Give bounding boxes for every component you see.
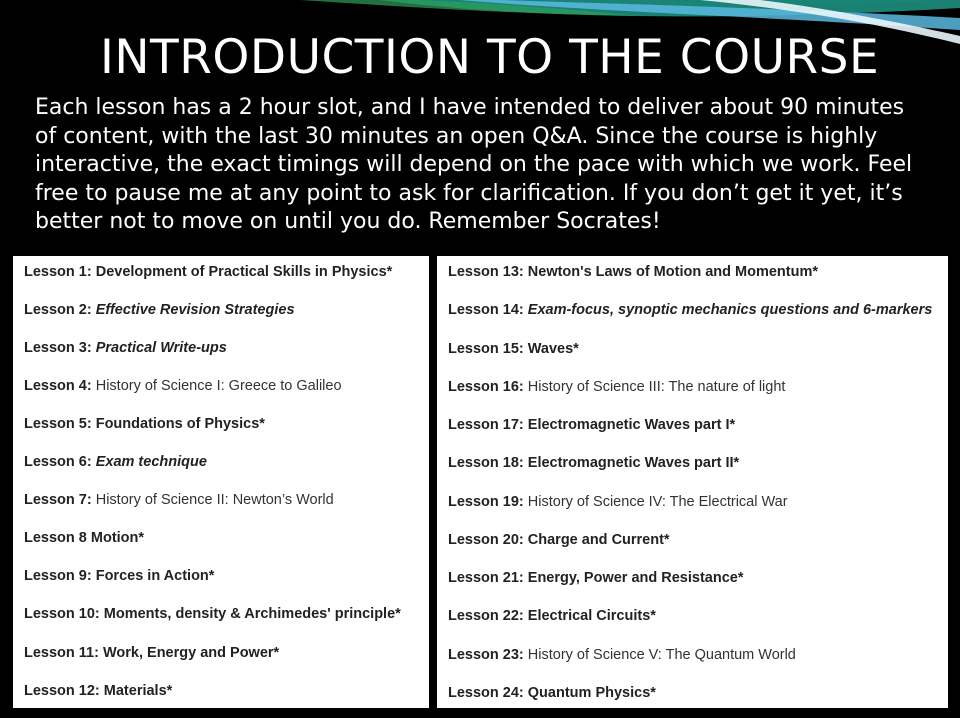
lesson-number: Lesson 11: (24, 644, 99, 661)
lesson-title: Electrical Circuits* (523, 608, 656, 625)
lesson-item (24, 682, 172, 700)
lesson-title: History of Science II: Newton’s World (91, 492, 334, 509)
lesson-title: History of Science IV: The Electrical War (523, 493, 788, 510)
lesson-number: Lesson 1: (24, 264, 92, 280)
lesson-number: Lesson 15: (448, 340, 524, 357)
lesson-number: Lesson 21: (448, 570, 524, 586)
lesson-title: Materials* (99, 682, 173, 699)
lesson-number: Lesson 17: (448, 417, 524, 433)
lesson-item (448, 493, 788, 511)
lesson-item (448, 378, 785, 396)
lesson-title: History of Science III: The nature of light (523, 378, 786, 395)
lesson-number: Lesson 4: (24, 378, 92, 395)
lesson-title: Exam technique (91, 454, 207, 471)
lesson-title: Work, Energy and Power* (98, 644, 280, 661)
lesson-item (24, 377, 342, 395)
lesson-number: Lesson 9: (24, 568, 92, 585)
lesson-item (24, 567, 214, 585)
lesson-title: Motion* (86, 530, 145, 547)
lesson-item (448, 301, 932, 319)
lesson-item (448, 607, 656, 625)
lesson-item (448, 416, 735, 434)
lesson-item (448, 263, 818, 281)
lesson-item (24, 605, 401, 623)
lesson-number: Lesson 7: (24, 492, 92, 509)
lesson-title: Quantum Physics* (523, 684, 656, 701)
lesson-item (448, 531, 670, 549)
lesson-title: Newton's Laws of Motion and Momentum* (523, 264, 818, 280)
lesson-title: Practical Write-ups (91, 340, 227, 357)
lesson-title: Moments, density & Archimedes' principle* (99, 606, 401, 623)
lesson-item (24, 263, 392, 281)
lesson-number: Lesson 16: (448, 378, 524, 395)
lesson-item (24, 339, 227, 357)
lesson-title: Foundations of Physics* (91, 416, 265, 433)
lesson-item (448, 646, 796, 664)
lesson-panel-left (13, 256, 429, 708)
lesson-number: Lesson 13: (448, 264, 524, 280)
lesson-item (24, 491, 334, 509)
lesson-title: Development of Practical Skills in Physics* (91, 264, 393, 280)
lesson-title: Electromagnetic Waves part I* (523, 417, 736, 433)
lesson-number: Lesson 24: (448, 684, 524, 701)
lesson-title: History of Science V: The Quantum World (523, 646, 796, 663)
lesson-number: Lesson 22: (448, 608, 524, 625)
lesson-item (448, 684, 656, 702)
lesson-title: History of Science I: Greece to Galileo (91, 378, 342, 395)
lesson-title: Exam-focus, synoptic mechanics questions and 6-markers (523, 302, 933, 319)
lesson-number: Lesson 23: (448, 646, 524, 663)
lesson-number: Lesson 6: (24, 454, 92, 471)
slide-title: INTRODUCTION TO THE COURSE (100, 30, 880, 85)
intro-paragraph: Each lesson has a 2 hour slot, and I have intended to deliver about 90 minutes of content, with the last 30 minutes an open Q&A. Since the course is highly interactive, the exact timings will depend on the pace with which we work. Feel free to pause me at any point to ask for clarification. If you don’t get it yet, it’s better not to move on until you do. Remember Socrates! (35, 95, 913, 234)
lesson-item (448, 340, 579, 358)
lesson-item (24, 415, 265, 433)
lesson-title: Energy, Power and Resistance* (523, 570, 744, 586)
lesson-number: Lesson 8 (24, 530, 87, 547)
lesson-number: Lesson 14: (448, 302, 524, 319)
lesson-number: Lesson 19: (448, 493, 524, 510)
lesson-number: Lesson 18: (448, 455, 524, 472)
lesson-title: Effective Revision Strategies (91, 302, 295, 319)
lesson-number: Lesson 10: (24, 606, 100, 623)
lesson-number: Lesson 3: (24, 340, 92, 357)
lesson-number: Lesson 12: (24, 682, 100, 699)
lesson-item (24, 301, 295, 319)
lesson-title: Charge and Current* (523, 531, 670, 548)
lesson-item (24, 644, 279, 662)
lesson-title: Electromagnetic Waves part II* (523, 455, 740, 472)
lesson-title: Forces in Action* (91, 568, 215, 585)
lesson-number: Lesson 20: (448, 531, 524, 548)
lesson-title: Waves* (523, 340, 579, 357)
lesson-item (448, 454, 739, 472)
lesson-item (24, 453, 207, 471)
lesson-panel-right (437, 256, 948, 708)
lesson-number: Lesson 2: (24, 302, 92, 319)
lesson-item (448, 569, 743, 587)
lesson-item (24, 529, 144, 547)
lesson-number: Lesson 5: (24, 416, 92, 433)
